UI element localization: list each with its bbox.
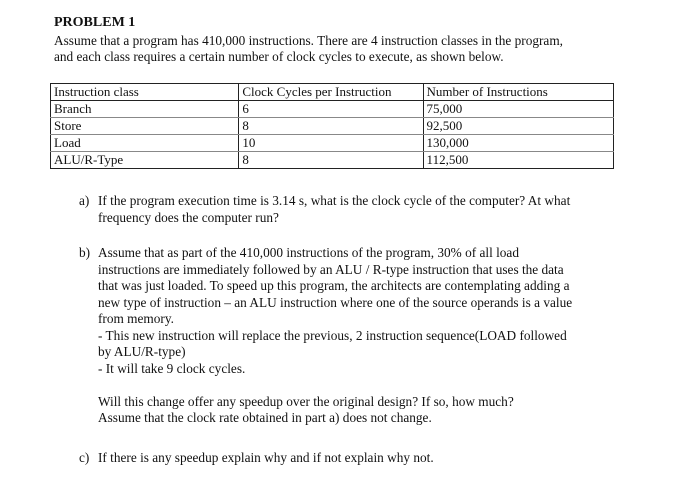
question-text [98, 193, 658, 226]
cell-count: 112,500 [423, 152, 613, 169]
intro-line: and each class requires a certain number of clock cycles to execute, as shown below. [54, 49, 504, 64]
problem-intro [54, 33, 654, 65]
question-letter: b) [79, 245, 91, 260]
table-row [51, 135, 614, 152]
cell-cpi: 10 [239, 135, 423, 152]
question-text [98, 245, 658, 427]
header-number-of-instructions: Number of Instructions [423, 84, 613, 101]
problem-title: PROBLEM 1 [54, 15, 136, 30]
question-line: If the program execution time is 3.14 s, what is the clock cycle of the computer? At what [98, 193, 571, 208]
cell-cpi: 8 [239, 118, 423, 135]
table-row [51, 118, 614, 135]
cell-cpi: 8 [239, 152, 423, 169]
question-letter: c) [79, 450, 90, 465]
table-row [51, 152, 614, 169]
cell-class: Branch [51, 101, 239, 118]
question-line: Will this change offer any speedup over the original design? If so, how much? [98, 393, 514, 409]
cell-class: ALU/R-Type [51, 152, 239, 169]
cell-class: Store [51, 118, 239, 135]
cell-count: 75,000 [423, 101, 613, 118]
question-line: frequency does the computer run? [98, 209, 279, 225]
cell-class: Load [51, 135, 239, 152]
instruction-table [50, 83, 614, 169]
table-header-row [51, 84, 614, 101]
question-line: instructions are immediately followed by an ALU / R-type instruction that uses the data [98, 261, 564, 277]
question-line: - This new instruction will replace the previous, 2 instruction sequence(LOAD followed [98, 327, 567, 343]
question-line: by ALU/R-type) [98, 344, 186, 359]
blank-line [98, 377, 658, 394]
cell-count: 92,500 [423, 118, 613, 135]
table-row [51, 101, 614, 118]
cell-cpi: 6 [239, 101, 423, 118]
question-line: Assume that the clock rate obtained in part a) does not change. [98, 410, 432, 425]
cell-count: 130,000 [423, 135, 613, 152]
intro-line: Assume that a program has 410,000 instructions. There are 4 instruction classes in the program, [54, 33, 563, 48]
question-line: new type of instruction – an ALU instruction where one of the source operands is a value [98, 294, 573, 310]
header-instruction-class: Instruction class [51, 84, 239, 101]
question-letter: a) [79, 193, 90, 208]
question-line: If there is any speedup explain why and if not explain why not. [98, 450, 434, 465]
question-line: Assume that as part of the 410,000 instructions of the program, 30% of all load [98, 245, 519, 260]
header-clock-cycles: Clock Cycles per Instruction [239, 84, 423, 101]
question-line: - It will take 9 clock cycles. [98, 360, 246, 376]
question-line: from memory. [98, 311, 174, 326]
question-line: that was just loaded. To speed up this program, the architects are contemplating adding a [98, 278, 570, 293]
question-text [98, 450, 658, 467]
